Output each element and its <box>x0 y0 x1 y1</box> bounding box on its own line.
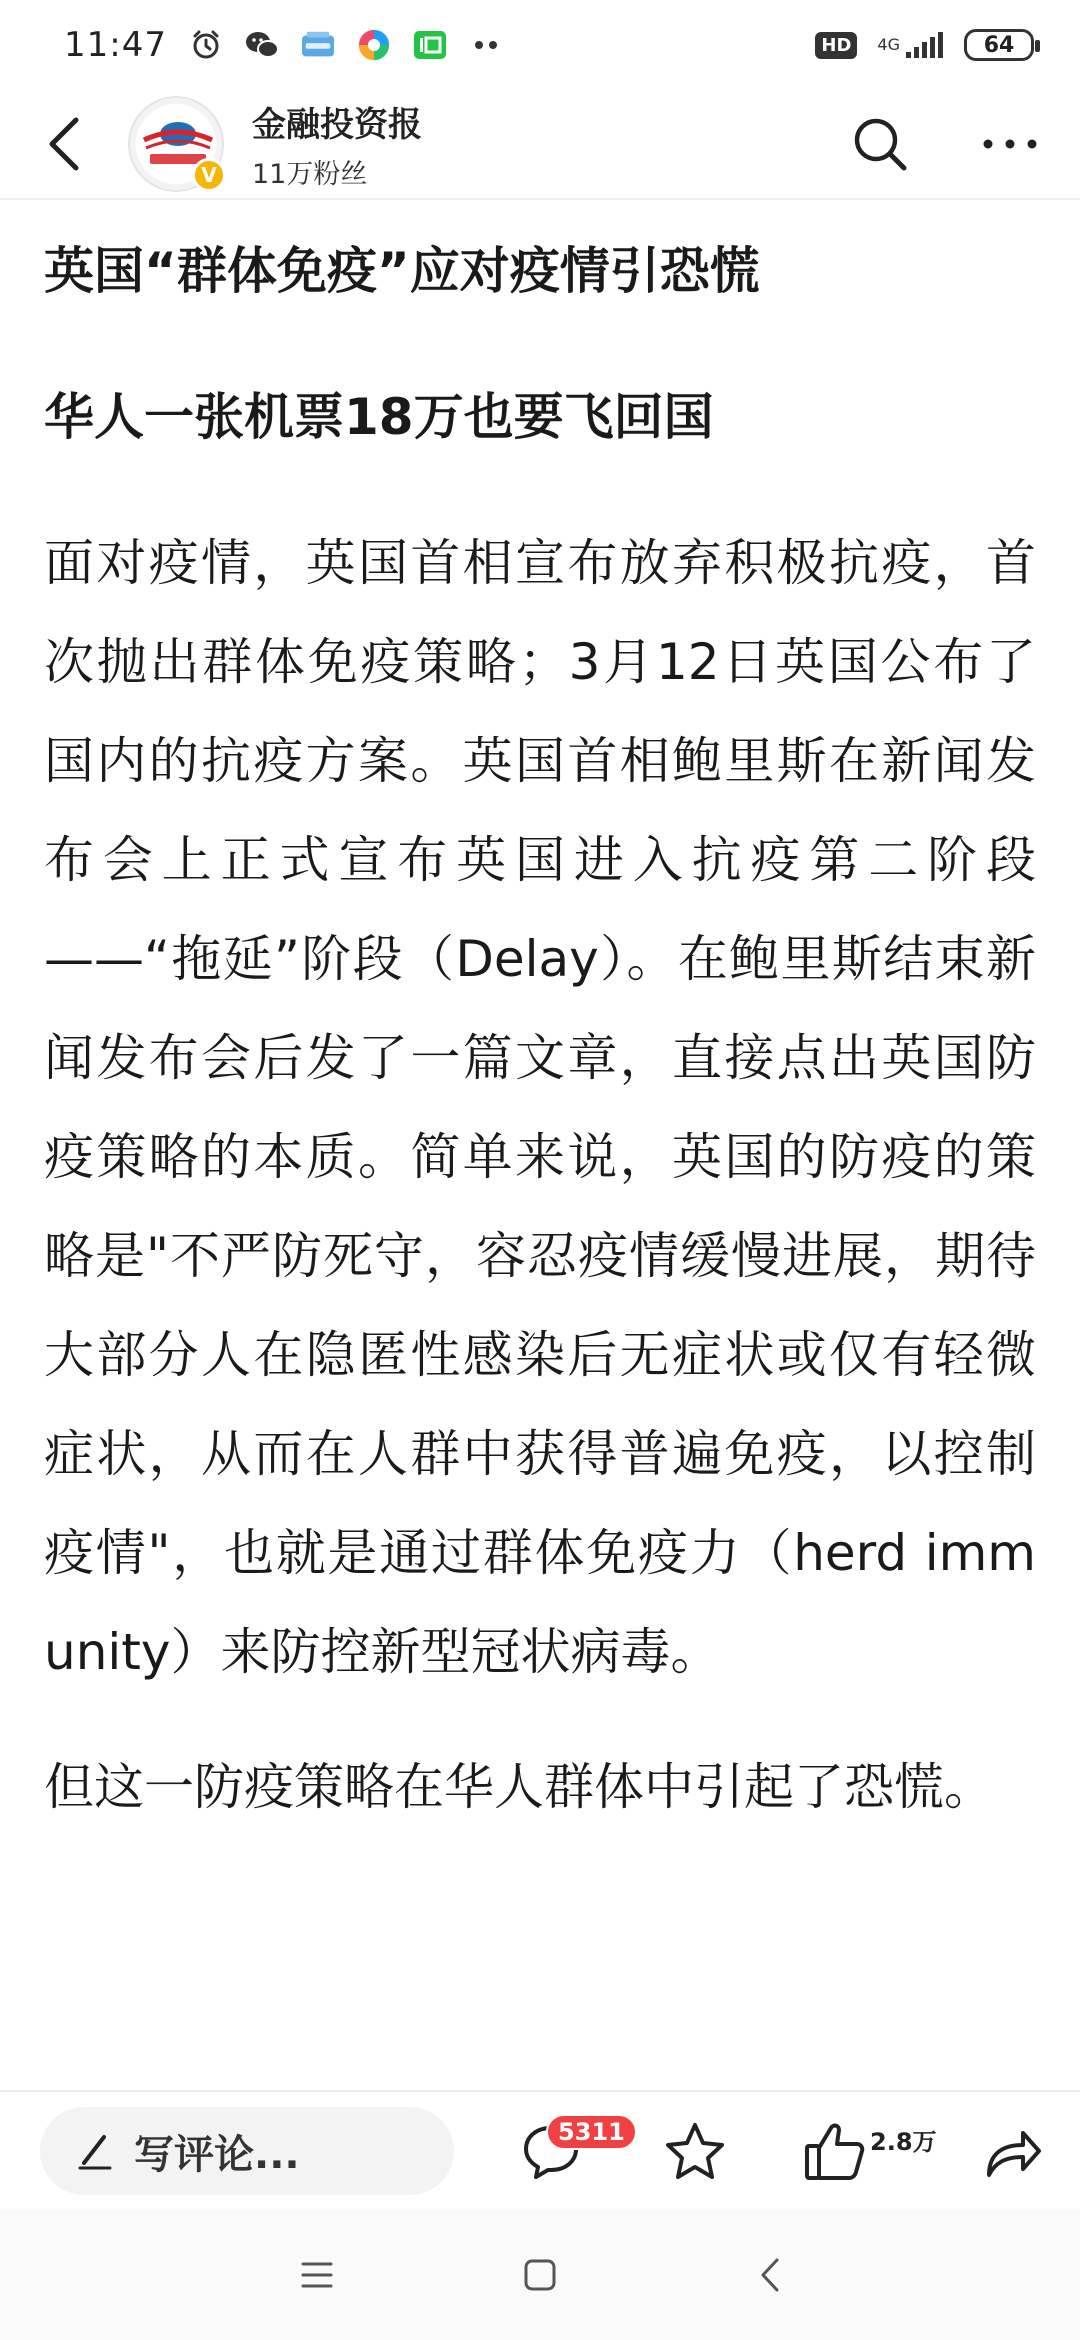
system-status <box>815 29 1034 61</box>
thumbs-up-icon <box>803 2120 867 2182</box>
status-bar <box>0 0 1080 90</box>
account-info[interactable] <box>252 97 422 191</box>
chevron-left-icon <box>46 116 82 172</box>
home-nav-button[interactable] <box>505 2240 575 2310</box>
colorful-app-icon <box>357 28 391 62</box>
account-name: 金融投资报 <box>252 105 422 145</box>
more-button[interactable] <box>980 114 1040 174</box>
favorite-button[interactable] <box>662 2118 728 2184</box>
hd-badge: HD <box>815 32 857 59</box>
article-header <box>0 90 1080 200</box>
avatar[interactable] <box>128 96 224 192</box>
status-time: 11:47 <box>64 25 167 65</box>
write-comment-input[interactable] <box>40 2107 454 2195</box>
app-notification-icon <box>301 28 335 62</box>
alarm-icon <box>189 28 223 62</box>
menu-icon <box>300 2260 334 2290</box>
star-icon <box>664 2121 726 2181</box>
signal-icon <box>904 30 944 60</box>
article-heading-2: 华人一张机票18万也要飞回国 <box>44 388 714 446</box>
home-square-icon <box>523 2258 557 2292</box>
search-icon <box>851 115 909 173</box>
share-arrow-icon <box>983 2123 1043 2179</box>
like-count: 2.8万 <box>870 2128 937 2156</box>
pen-icon <box>76 2131 114 2171</box>
battery-indicator: 64 <box>964 29 1034 61</box>
signal-group <box>877 30 944 60</box>
article-paragraph-2: 但这一防疫策略在华人群体中引起了恐慌。 <box>44 1758 994 1816</box>
back-nav-button[interactable] <box>735 2240 805 2310</box>
header-actions <box>850 114 1040 174</box>
menu-nav-button[interactable] <box>282 2240 352 2310</box>
system-navigation-bar <box>0 2210 1080 2340</box>
verified-badge: V <box>192 158 226 192</box>
follower-count: 11万粉丝 <box>252 159 368 190</box>
article-heading-1: 英国“群体免疫”应对疫情引恐慌 <box>44 242 760 300</box>
like-button[interactable] <box>802 2116 868 2186</box>
back-button[interactable] <box>34 114 94 174</box>
more-dots-icon <box>982 138 1038 150</box>
more-notifications-icon <box>469 28 503 62</box>
article-body <box>44 200 1036 2090</box>
comment-count-badge: 5311 <box>546 2114 637 2150</box>
search-button[interactable] <box>850 114 910 174</box>
wechat-icon <box>245 28 279 62</box>
network-type: 4G <box>877 35 900 54</box>
back-triangle-icon <box>758 2257 782 2293</box>
comment-placeholder: 写评论... <box>134 2131 300 2178</box>
bottom-action-bar <box>0 2090 1080 2210</box>
share-button[interactable] <box>980 2118 1046 2184</box>
iqiyi-icon <box>413 28 447 62</box>
notification-icons <box>189 28 503 62</box>
article-paragraph-1: 面对疫情，英国首相宣布放弃积极抗疫，首次抛出群体免疫策略；3月12日英国公布了国内的抗疫方案。英国首相鲍里斯在新闻发布会上正式宣布英国进入抗疫第二阶段——“拖延”阶段（Delay）。在鲍里斯结束新闻发布会后发了一篇文章，直接点出英国防疫策略的本质。简单来说，英国的防疫的策略是"不严防死守，容忍疫情缓慢进展，期待大部分人在隐匿性感染后无症状或仅有轻微症状，从而在人群中获得普遍免疫，以控制疫情"，也就是通过群体免疫力（herd immunity）来防控新型冠状病毒。 <box>44 534 1036 1681</box>
